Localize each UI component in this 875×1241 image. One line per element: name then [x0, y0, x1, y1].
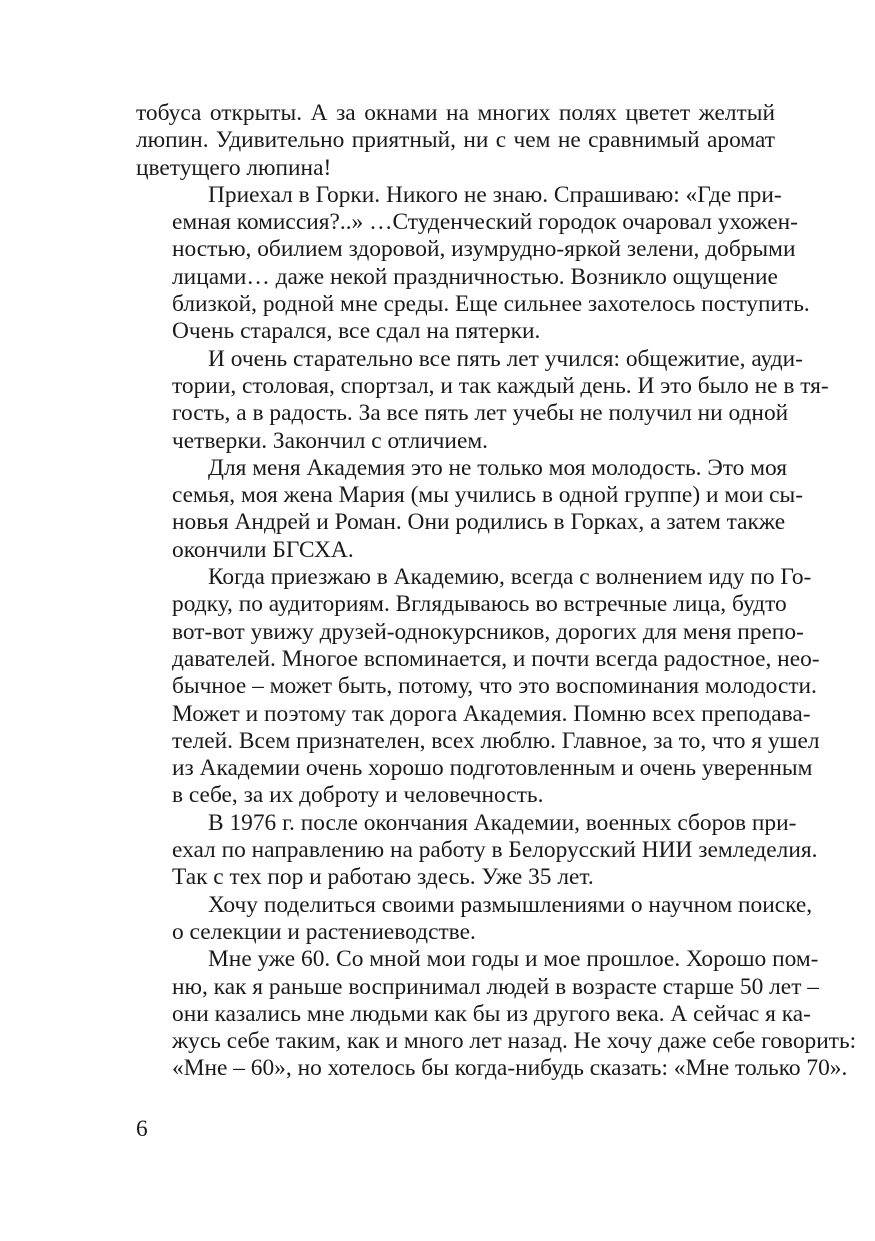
text-line: цветущего люпина!: [136, 154, 332, 181]
text-line: лицами… даже некой праздничностью. Возникло ощущение: [172, 263, 778, 290]
text-line: семья, моя жена Мария (мы учились в одной группе) и мои сы-: [172, 482, 804, 509]
paragraph-8: [136, 946, 857, 1082]
text-line: ностью, обилием здоровой, изумрудно-яркой зелени, добрыми: [172, 236, 796, 263]
text-line: вот-вот увижу друзей-однокурсников, дорогих для меня препо-: [172, 618, 804, 645]
text-line: ехал по направлению на работу в Белорусский НИИ земледелия.: [172, 837, 818, 864]
text-line: В 1976 г. после окончания Академии, военных сборов при-: [208, 809, 797, 836]
text-line: Так с тех пор и работаю здесь. Уже 35 лет.: [172, 864, 594, 891]
text-line: люпин. Удивительно приятный, ни с чем не сравнимый аромат: [136, 127, 775, 154]
text-line: четверки. Закончил с отличием.: [172, 427, 488, 454]
text-line: «Мне – 60», но хотелось бы когда-нибудь сказать: «Мне только 70».: [172, 1055, 848, 1082]
text-line: И очень старательно все пять лет учился: общежитие, ауди-: [208, 345, 803, 372]
paragraph-7: [136, 891, 813, 947]
text-line: Может и поэтому так дорога Академия. Помню всех преподава-: [172, 700, 811, 727]
paragraph-3: [136, 345, 829, 455]
text-line: гость, а в радость. За все пять лет учебы не получил ни одной: [172, 400, 789, 427]
text-line: жусь себе таким, как и много лет назад. Не хочу даже себе говорить:: [172, 1028, 857, 1055]
text-line: окончили БГСХА.: [172, 536, 354, 563]
text-line: Приехал в Горки. Никого не знаю. Спрашиваю: «Где при-: [208, 181, 782, 208]
text-line: бычное – может быть, потому, что это воспоминания молодости.: [172, 673, 817, 700]
page-text-body: [136, 100, 857, 1083]
text-line: тобуса открыты. А за окнами на многих полях цветет желтый: [136, 100, 775, 126]
text-line: из Академии очень хорошо подготовленным и очень уверенным: [172, 755, 813, 782]
text-line: емная комиссия?..» …Студенческий городок очаровал ухожен-: [172, 209, 798, 236]
text-line: Для меня Академия это не только моя молодость. Это моя: [208, 454, 788, 481]
text-line: Хочу поделиться своими размышлениями о научном поиске,: [208, 891, 813, 918]
paragraph-1: [136, 100, 775, 182]
text-line: Когда приезжаю в Академию, всегда с волнением иду по Го-: [208, 564, 812, 591]
text-line: Мне уже 60. Со мной мои годы и мое прошлое. Хорошо пом-: [208, 946, 819, 973]
text-line: давателей. Многое вспоминается, и почти всегда радостное, нео-: [172, 645, 820, 672]
paragraph-5: [136, 564, 820, 810]
text-line: ню, как я раньше воспринимал людей в возрасте старше 50 лет –: [172, 973, 819, 1000]
text-line: новья Андрей и Роман. Они родились в Горках, а затем также: [172, 509, 786, 536]
text-line: близкой, родной мне среды. Еще сильнее захотелось поступить.: [172, 291, 810, 318]
paragraph-4: [136, 454, 804, 564]
paragraph-2: [136, 181, 810, 346]
text-line: тории, столовая, спортзал, и так каждый день. И это было не в тя-: [172, 372, 829, 399]
text-line: о селекции и растениеводстве.: [172, 918, 476, 945]
paragraph-6: [136, 809, 818, 892]
text-line: телей. Всем признателен, всех люблю. Главное, за то, что я ушел: [172, 727, 820, 754]
page-number: 6: [136, 1116, 148, 1142]
text-line: родку, по аудиториям. Вглядываюсь во встречные лица, будто: [172, 591, 787, 618]
text-line: Очень старался, все сдал на пятерки.: [172, 318, 541, 345]
text-line: в себе, за их доброту и человечность.: [172, 782, 544, 809]
text-line: они казались мне людьми как бы из другого века. А сейчас я ка-: [172, 1000, 811, 1027]
